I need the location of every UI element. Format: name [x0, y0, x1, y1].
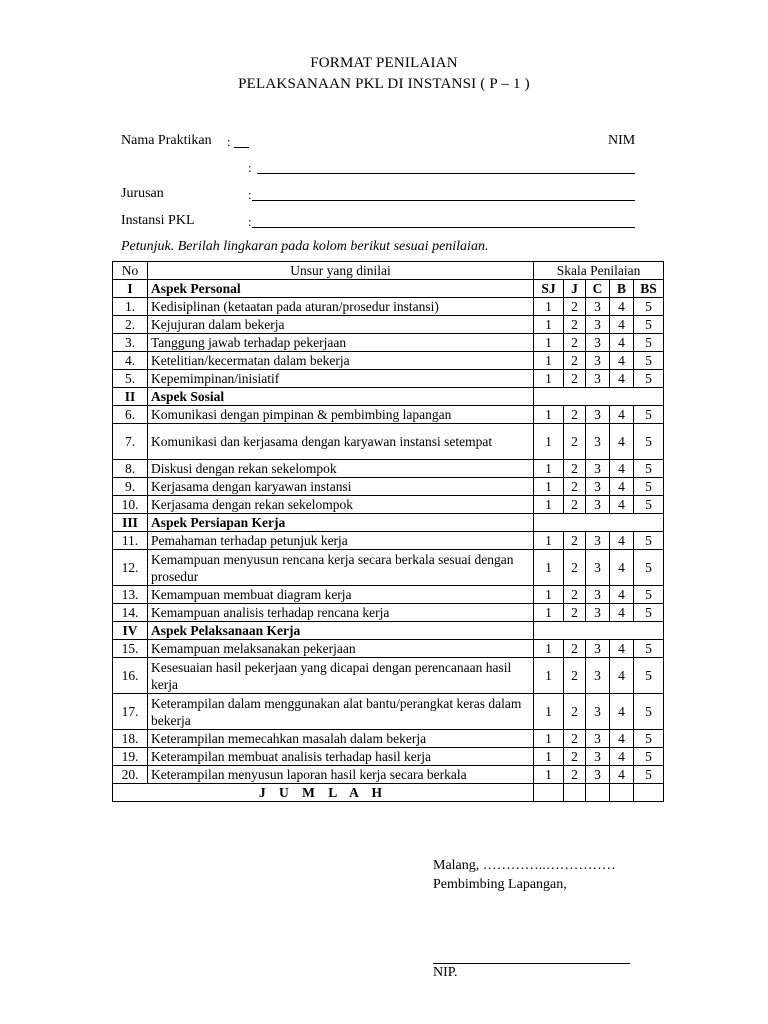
item-criterion: Pemahaman terhadap petunjuk kerja — [148, 532, 534, 550]
score-option[interactable]: 1 — [534, 478, 564, 496]
section-row — [113, 514, 664, 532]
total-cell[interactable] — [634, 784, 664, 802]
score-option[interactable]: 1 — [534, 550, 564, 586]
score-option[interactable]: 3 — [586, 298, 610, 316]
item-criterion: Kemampuan melaksanakan pekerjaan — [148, 640, 534, 658]
table-row — [113, 370, 664, 388]
scale-label: J — [564, 280, 586, 298]
section-scale-blank — [534, 514, 664, 532]
item-criterion: Komunikasi dengan pimpinan & pembimbing lapangan — [148, 406, 534, 424]
score-option[interactable]: 4 — [610, 658, 634, 694]
score-option[interactable]: 1 — [534, 316, 564, 334]
section-title: Aspek Pelaksanaan Kerja — [148, 622, 534, 640]
score-option[interactable]: 1 — [534, 406, 564, 424]
table-row — [113, 496, 664, 514]
score-option[interactable]: 1 — [534, 334, 564, 352]
item-number: 3. — [113, 334, 148, 352]
nama-praktikan-label: Nama Praktikan — [121, 133, 212, 148]
section-number: I — [113, 280, 148, 298]
score-option[interactable]: 4 — [610, 406, 634, 424]
nim-label: NIM — [608, 133, 636, 148]
score-option[interactable]: 3 — [586, 334, 610, 352]
score-option[interactable]: 1 — [534, 748, 564, 766]
item-criterion: Ketelitian/kecermatan dalam bekerja — [148, 352, 534, 370]
item-number: 13. — [113, 586, 148, 604]
score-option[interactable]: 5 — [634, 298, 664, 316]
score-option[interactable]: 5 — [634, 496, 664, 514]
jurusan-label: Jurusan — [121, 186, 164, 201]
total-label: J U M L A H — [113, 784, 534, 802]
score-option[interactable]: 4 — [610, 550, 634, 586]
table-row — [113, 766, 664, 784]
score-option[interactable]: 2 — [564, 298, 586, 316]
table-row — [113, 550, 664, 586]
scale-label: B — [610, 280, 634, 298]
item-criterion: Keterampilan membuat analisis terhadap hasil kerja — [148, 748, 534, 766]
header-unsur: Unsur yang dinilai — [148, 262, 534, 280]
score-option[interactable]: 5 — [634, 316, 664, 334]
score-option[interactable]: 3 — [586, 640, 610, 658]
total-row — [113, 784, 664, 802]
item-criterion: Kemampuan analisis terhadap rencana kerja — [148, 604, 534, 622]
item-number: 19. — [113, 748, 148, 766]
item-number: 11. — [113, 532, 148, 550]
item-criterion: Kemampuan menyusun rencana kerja secara berkala sesuai dengan prosedur — [148, 550, 534, 586]
score-option[interactable]: 5 — [634, 478, 664, 496]
table-row — [113, 640, 664, 658]
table-row — [113, 694, 664, 730]
score-option[interactable]: 5 — [634, 748, 664, 766]
score-option[interactable]: 1 — [534, 352, 564, 370]
item-number: 14. — [113, 604, 148, 622]
score-option[interactable]: 4 — [610, 370, 634, 388]
score-option[interactable]: 4 — [610, 316, 634, 334]
table-row — [113, 298, 664, 316]
score-option[interactable]: 2 — [564, 640, 586, 658]
score-option[interactable]: 4 — [610, 640, 634, 658]
scale-label: C — [586, 280, 610, 298]
table-row — [113, 532, 664, 550]
signer-role: Pembimbing Lapangan, — [433, 877, 567, 892]
form-title: FORMAT PENILAIAN — [310, 55, 458, 71]
score-option[interactable]: 4 — [610, 730, 634, 748]
section-title: Aspek Persiapan Kerja — [148, 514, 534, 532]
score-option[interactable]: 3 — [586, 550, 610, 586]
table-row — [113, 316, 664, 334]
score-option[interactable]: 1 — [534, 766, 564, 784]
score-option[interactable]: 4 — [610, 694, 634, 730]
item-number: 10. — [113, 496, 148, 514]
score-option[interactable]: 1 — [534, 298, 564, 316]
score-option[interactable]: 2 — [564, 370, 586, 388]
item-number: 16. — [113, 658, 148, 694]
item-number: 15. — [113, 640, 148, 658]
score-option[interactable]: 1 — [534, 658, 564, 694]
instansi-label: Instansi PKL — [121, 213, 195, 228]
table-row — [113, 658, 664, 694]
total-cell[interactable] — [564, 784, 586, 802]
item-criterion: Keterampilan menyusun laporan hasil kerja secara berkala — [148, 766, 534, 784]
header-skala: Skala Penilaian — [534, 262, 664, 280]
item-criterion: Kerjasama dengan rekan sekelompok — [148, 496, 534, 514]
jurusan-colon: : — [248, 187, 252, 202]
score-option[interactable]: 1 — [534, 496, 564, 514]
table-row — [113, 424, 664, 460]
score-option[interactable]: 4 — [610, 424, 634, 460]
score-option[interactable]: 4 — [610, 766, 634, 784]
score-option[interactable]: 1 — [534, 460, 564, 478]
score-option[interactable]: 2 — [564, 766, 586, 784]
header-no: No — [113, 262, 148, 280]
item-number: 17. — [113, 694, 148, 730]
score-option[interactable]: 5 — [634, 640, 664, 658]
item-number: 4. — [113, 352, 148, 370]
item-number: 5. — [113, 370, 148, 388]
item-number: 9. — [113, 478, 148, 496]
score-option[interactable]: 5 — [634, 694, 664, 730]
score-option[interactable]: 3 — [586, 316, 610, 334]
item-criterion: Tanggung jawab terhadap pekerjaan — [148, 334, 534, 352]
table-row — [113, 604, 664, 622]
score-option[interactable]: 4 — [610, 298, 634, 316]
nama-praktikan-field[interactable] — [234, 147, 249, 148]
total-cell[interactable] — [586, 784, 610, 802]
section-number: IV — [113, 622, 148, 640]
jurusan-field[interactable] — [252, 200, 635, 201]
section-row — [113, 280, 664, 298]
item-number: 8. — [113, 460, 148, 478]
score-option[interactable]: 4 — [610, 334, 634, 352]
table-row — [113, 352, 664, 370]
score-option[interactable]: 3 — [586, 748, 610, 766]
score-option[interactable]: 2 — [564, 316, 586, 334]
score-option[interactable]: 1 — [534, 640, 564, 658]
score-option[interactable]: 3 — [586, 478, 610, 496]
table-row — [113, 748, 664, 766]
section-title: Aspek Personal — [148, 280, 534, 298]
score-option[interactable]: 2 — [564, 730, 586, 748]
score-option[interactable]: 2 — [564, 406, 586, 424]
score-option[interactable]: 3 — [586, 658, 610, 694]
scale-label: SJ — [534, 280, 564, 298]
section-row — [113, 388, 664, 406]
section-scale-blank — [534, 622, 664, 640]
item-number: 18. — [113, 730, 148, 748]
score-option[interactable]: 4 — [610, 604, 634, 622]
table-row — [113, 334, 664, 352]
item-criterion: Kepemimpinan/inisiatif — [148, 370, 534, 388]
total-cell[interactable] — [534, 784, 564, 802]
score-option[interactable]: 5 — [634, 604, 664, 622]
score-option[interactable]: 2 — [564, 604, 586, 622]
item-number: 2. — [113, 316, 148, 334]
item-criterion: Kerjasama dengan karyawan instansi — [148, 478, 534, 496]
score-option[interactable]: 4 — [610, 748, 634, 766]
score-option[interactable]: 4 — [610, 586, 634, 604]
score-option[interactable]: 5 — [634, 550, 664, 586]
assessment-table — [112, 261, 664, 802]
score-option[interactable]: 5 — [634, 406, 664, 424]
score-option[interactable]: 2 — [564, 586, 586, 604]
score-option[interactable]: 3 — [586, 730, 610, 748]
score-option[interactable]: 5 — [634, 370, 664, 388]
score-option[interactable]: 4 — [610, 478, 634, 496]
item-number: 1. — [113, 298, 148, 316]
score-option[interactable]: 3 — [586, 370, 610, 388]
item-criterion: Keterampilan memecahkan masalah dalam bekerja — [148, 730, 534, 748]
item-criterion: Kedisiplinan (ketaatan pada aturan/prosedur instansi) — [148, 298, 534, 316]
score-option[interactable]: 2 — [564, 532, 586, 550]
score-option[interactable]: 1 — [534, 604, 564, 622]
nim-field[interactable] — [257, 173, 635, 174]
score-option[interactable]: 3 — [586, 496, 610, 514]
score-option[interactable]: 2 — [564, 748, 586, 766]
instruction-text: Petunjuk. Berilah lingkaran pada kolom berikut sesuai penilaian. — [121, 239, 489, 254]
score-option[interactable]: 4 — [610, 460, 634, 478]
place-date: Malang, …………..…………… — [433, 858, 616, 873]
form-subtitle: PELAKSANAAN PKL DI INSTANSI ( P – 1 ) — [238, 76, 530, 92]
score-option[interactable]: 3 — [586, 604, 610, 622]
score-option[interactable]: 3 — [586, 766, 610, 784]
total-cell[interactable] — [610, 784, 634, 802]
score-option[interactable]: 2 — [564, 550, 586, 586]
score-option[interactable]: 2 — [564, 424, 586, 460]
item-criterion: Komunikasi dan kerjasama dengan karyawan instansi setempat — [148, 424, 534, 460]
instansi-field[interactable] — [252, 227, 635, 228]
score-option[interactable]: 2 — [564, 694, 586, 730]
score-option[interactable]: 2 — [564, 658, 586, 694]
score-option[interactable]: 2 — [564, 460, 586, 478]
table-row — [113, 586, 664, 604]
item-criterion: Diskusi dengan rekan sekelompok — [148, 460, 534, 478]
score-option[interactable]: 5 — [634, 460, 664, 478]
score-option[interactable]: 5 — [634, 532, 664, 550]
section-row — [113, 622, 664, 640]
score-option[interactable]: 3 — [586, 406, 610, 424]
item-criterion: Kejujuran dalam bekerja — [148, 316, 534, 334]
score-option[interactable]: 1 — [534, 370, 564, 388]
score-option[interactable]: 5 — [634, 334, 664, 352]
section-number: II — [113, 388, 148, 406]
score-option[interactable]: 3 — [586, 352, 610, 370]
score-option[interactable]: 3 — [586, 424, 610, 460]
score-option[interactable]: 4 — [610, 496, 634, 514]
score-option[interactable]: 2 — [564, 334, 586, 352]
section-title: Aspek Sosial — [148, 388, 534, 406]
item-criterion: Keterampilan dalam menggunakan alat bantu/perangkat keras dalam bekerja — [148, 694, 534, 730]
nama-colon: : — [227, 134, 231, 149]
nim-colon: : — [248, 160, 252, 175]
score-option[interactable]: 5 — [634, 730, 664, 748]
scale-label: BS — [634, 280, 664, 298]
section-scale-blank — [534, 388, 664, 406]
score-option[interactable]: 5 — [634, 658, 664, 694]
table-row — [113, 406, 664, 424]
score-option[interactable]: 3 — [586, 586, 610, 604]
score-option[interactable]: 1 — [534, 424, 564, 460]
score-option[interactable]: 2 — [564, 352, 586, 370]
item-criterion: Kemampuan membuat diagram kerja — [148, 586, 534, 604]
table-row — [113, 478, 664, 496]
score-option[interactable]: 3 — [586, 694, 610, 730]
score-option[interactable]: 2 — [564, 496, 586, 514]
item-number: 7. — [113, 424, 148, 460]
score-option[interactable]: 1 — [534, 586, 564, 604]
score-option[interactable]: 5 — [634, 766, 664, 784]
score-option[interactable]: 4 — [610, 532, 634, 550]
item-criterion: Kesesuaian hasil pekerjaan yang dicapai dengan perencanaan hasil kerja — [148, 658, 534, 694]
table-header-row — [113, 262, 664, 280]
item-number: 12. — [113, 550, 148, 586]
score-option[interactable]: 1 — [534, 694, 564, 730]
score-option[interactable]: 1 — [534, 532, 564, 550]
section-number: III — [113, 514, 148, 532]
signature-line[interactable] — [433, 963, 630, 964]
table-row — [113, 730, 664, 748]
item-number: 20. — [113, 766, 148, 784]
score-option[interactable]: 5 — [634, 424, 664, 460]
instansi-colon: : — [248, 214, 252, 229]
score-option[interactable]: 3 — [586, 460, 610, 478]
score-option[interactable]: 5 — [634, 352, 664, 370]
score-option[interactable]: 3 — [586, 532, 610, 550]
nip-label: NIP. — [433, 965, 458, 980]
score-option[interactable]: 1 — [534, 730, 564, 748]
score-option[interactable]: 5 — [634, 586, 664, 604]
score-option[interactable]: 4 — [610, 352, 634, 370]
score-option[interactable]: 2 — [564, 478, 586, 496]
table-row — [113, 460, 664, 478]
item-number: 6. — [113, 406, 148, 424]
